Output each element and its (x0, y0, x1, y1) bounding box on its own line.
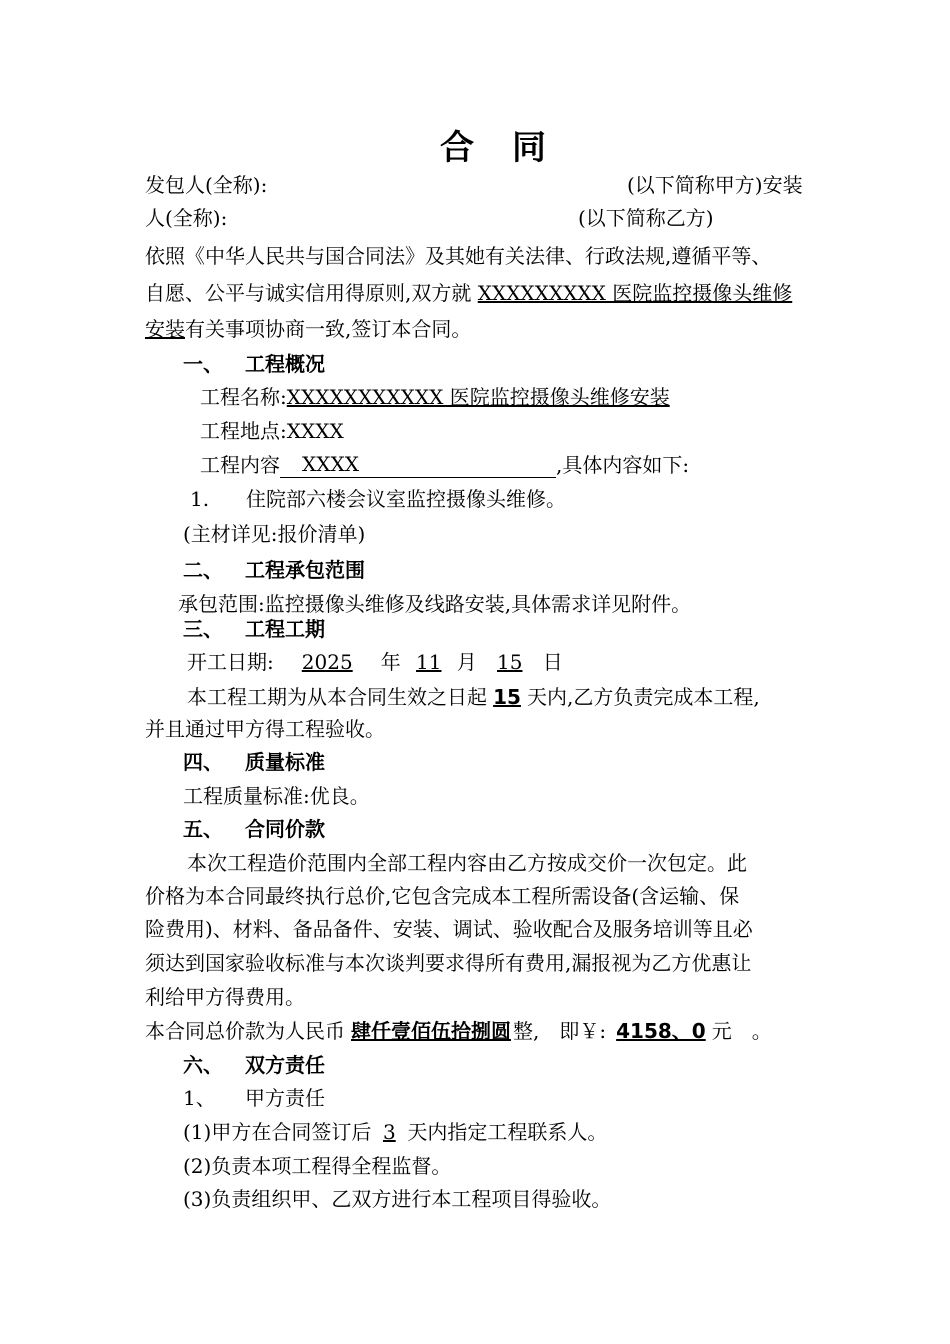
project-name-label: 工程名称: (200, 385, 287, 409)
project-content-post: ,具体内容如下: (556, 453, 690, 477)
start-date-label: 开工日期: (187, 650, 274, 674)
section-title: 工程承包范围 (245, 558, 365, 582)
year-unit: 年 (380, 650, 401, 674)
page-title: 合 同 (440, 128, 548, 168)
month-unit: 月 (456, 650, 477, 674)
period-text-end: 天内,乙方负责完成本工程, (527, 685, 760, 709)
period-line-2: 并且通过甲方得工程验收。 (145, 717, 385, 741)
duty-item-3: (3)负责组织甲、乙双方进行本工程项目得验收。 (183, 1187, 612, 1211)
content-item (190, 486, 566, 512)
total-price-label: 本合同总价款为人民币 (145, 1019, 345, 1043)
start-date-row (187, 649, 563, 675)
duty-item-2: (2)负责本项工程得全程监督。 (183, 1154, 452, 1178)
sub-title: 甲方责任 (245, 1086, 325, 1110)
day-unit: 日 (542, 650, 563, 674)
project-content-label: 工程内容 (200, 453, 280, 477)
section-title: 工程概况 (245, 352, 325, 376)
quality-standard: 工程质量标准:优良。 (183, 784, 370, 808)
section-4-heading (183, 749, 325, 775)
project-content-value: XXXX (302, 452, 359, 476)
period-days: 15 (493, 685, 521, 709)
total-price-mid: 整, 即￥: (513, 1019, 607, 1043)
price-paragraph-3: 险费用)、材料、备品备件、安装、调试、验收配合及服务培训等且必 (145, 917, 753, 941)
scope-text: 承包范围:监控摄像头维修及线路安装,具体需求详见附件。 (178, 592, 692, 616)
section-number: 四、 (183, 750, 223, 774)
project-content-row (200, 452, 689, 478)
section-number: 三、 (183, 617, 223, 641)
party-b-label: 人(全称): (145, 206, 228, 230)
party-a-label: 发包人(全称): (145, 173, 268, 197)
duty-days: 3 (382, 1120, 396, 1144)
total-price-number: 4158、0 (616, 1019, 706, 1043)
project-name-row (200, 384, 670, 410)
start-month: 11 (416, 650, 442, 674)
project-name-inline: XXXXXXXXX 医院监控摄像头维修 (477, 281, 793, 305)
item-text: 住院部六楼会议室监控摄像头维修。 (246, 487, 566, 511)
start-day: 15 (497, 650, 523, 674)
period-line-1 (187, 684, 760, 710)
section-1-heading (183, 351, 325, 377)
section-5-heading (183, 816, 325, 842)
section-title: 质量标准 (245, 750, 325, 774)
price-paragraph-4: 须达到国家验收标准与本次谈判要求得所有费用,漏报视为乙方优惠让 (145, 951, 752, 975)
project-name-value: XXXXXXXXXXX 医院监控摄像头维修安装 (286, 385, 670, 409)
intro-text-end: 有关事项协商一致,签订本合同。 (185, 317, 472, 341)
total-price-words: 肆仟壹佰伍拾捌圆 (351, 1019, 511, 1043)
total-price-unit: 元 。 (711, 1019, 772, 1043)
intro-line-1: 依照《中华人民共与国合同法》及其她有关法律、行政法规,遵循平等、 (145, 244, 772, 268)
item-number: 1. (190, 487, 210, 511)
price-paragraph-5: 利给甲方得费用。 (145, 985, 305, 1009)
project-content-blank (280, 452, 556, 478)
party-a-duties-heading (183, 1085, 325, 1111)
section-title: 合同价款 (245, 817, 325, 841)
intro-line-3 (145, 316, 471, 342)
section-number: 五、 (183, 817, 223, 841)
total-price-row (145, 1018, 772, 1044)
project-location: 工程地点:XXXX (200, 419, 344, 443)
price-paragraph-1: 本次工程造价范围内全部工程内容由乙方按成交价一次包定。此 (187, 851, 747, 875)
section-number: 六、 (183, 1053, 223, 1077)
sub-number: 1、 (183, 1086, 216, 1110)
project-name-inline-cont: 安装 (145, 317, 185, 341)
section-title: 工程工期 (245, 617, 325, 641)
section-2-heading (183, 557, 365, 583)
section-title: 双方责任 (245, 1053, 325, 1077)
materials-note: (主材详见:报价清单) (183, 522, 366, 546)
duty-text-end: 天内指定工程联系人。 (407, 1120, 608, 1144)
section-3-heading (183, 616, 325, 642)
section-number: 二、 (183, 558, 223, 582)
party-b-abbr: (以下简称乙方) (578, 206, 714, 230)
intro-line-2 (145, 280, 792, 306)
intro-text: 自愿、公平与诚实信用得原则,双方就 (145, 281, 478, 305)
duty-text: (1)甲方在合同签订后 (183, 1120, 372, 1144)
party-a-abbr: (以下简称甲方)安装 (627, 173, 803, 197)
price-paragraph-2: 价格为本合同最终执行总价,它包含完成本工程所需设备(含运输、保 (145, 884, 740, 908)
section-number: 一、 (183, 352, 223, 376)
section-6-heading (183, 1052, 325, 1078)
period-text: 本工程工期为从本合同生效之日起 (187, 685, 487, 709)
duty-item-1 (183, 1119, 607, 1145)
start-year: 2025 (301, 650, 353, 674)
